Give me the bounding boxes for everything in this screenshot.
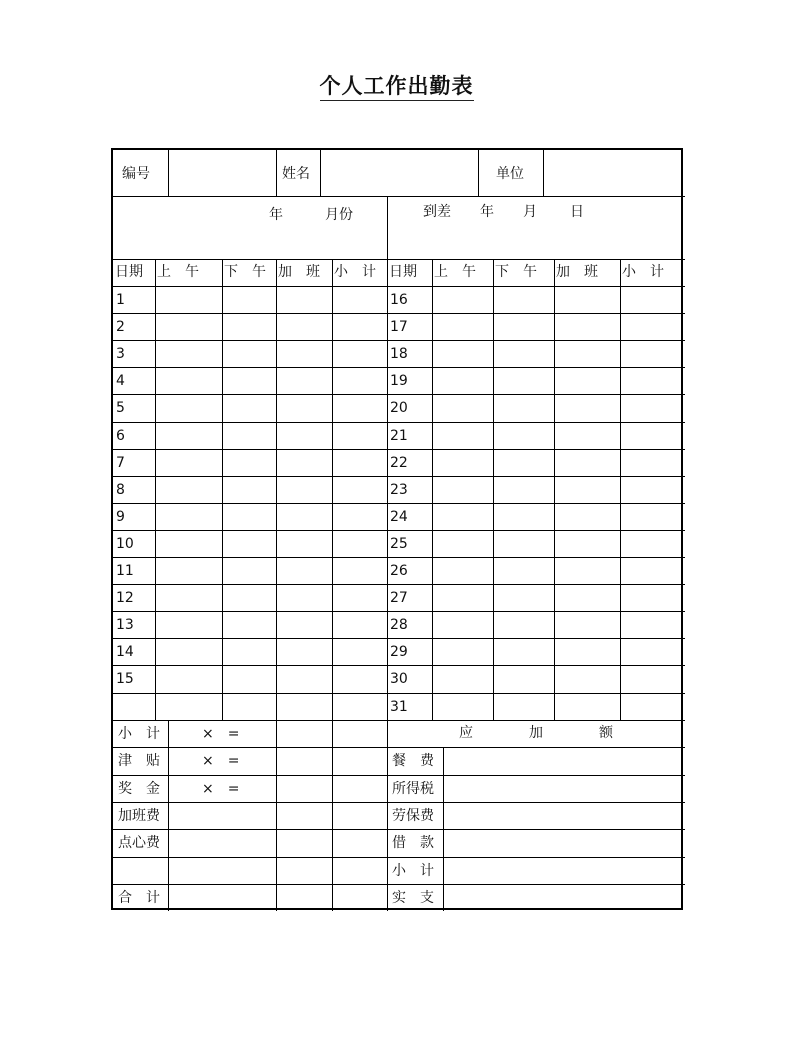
right-entry-cell[interactable] [621,314,685,340]
right-entry-cell[interactable] [555,395,620,422]
left-col-header-pm: 下 午 [224,264,266,280]
summary-left-value[interactable] [333,776,387,802]
left-col-header-overtime: 加 班 [278,264,320,280]
left-entry-cell[interactable] [156,585,222,611]
right-entry-cell[interactable] [621,694,685,720]
period-divider [387,196,388,259]
deduction-header: 应 加 额 [459,725,613,741]
summary-right-label: 所得税 [392,781,434,797]
header-divider [478,150,479,196]
arrival-label: 到差 [423,204,451,220]
right-entry-cell[interactable] [433,368,493,394]
summary-right-label: 实 支 [392,890,434,906]
left-entry-cell[interactable] [223,504,276,530]
left-entry-cell[interactable] [156,639,222,665]
right-entry-cell[interactable] [621,666,685,693]
left-entry-cell[interactable] [156,450,222,476]
right-entry-cell[interactable] [555,368,620,394]
arrival-day-label: 日 [570,204,584,220]
right-day-label: 26 [390,563,408,579]
left-entry-cell[interactable] [223,423,276,449]
left-entry-cell[interactable] [333,612,387,638]
right-day-label: 29 [390,644,408,660]
right-entry-cell[interactable] [433,531,493,557]
right-entry-cell[interactable] [433,450,493,476]
left-day-label: 11 [116,563,134,579]
right-entry-cell[interactable] [433,477,493,503]
summary-left-value[interactable] [277,748,332,775]
left-entry-cell[interactable] [223,450,276,476]
right-day-label: 28 [390,617,408,633]
right-entry-cell[interactable] [555,314,620,340]
name-field[interactable] [321,151,478,196]
left-entry-cell[interactable] [156,477,222,503]
left-day-label: 9 [116,509,125,525]
summary-formula: × = [202,726,240,742]
left-entry-cell[interactable] [333,639,387,665]
right-day-label: 27 [390,590,408,606]
right-entry-cell[interactable] [621,368,685,394]
right-entry-cell[interactable] [494,504,554,530]
left-entry-cell[interactable] [156,612,222,638]
left-day-label: 7 [116,455,125,471]
left-entry-cell[interactable] [156,341,222,367]
summary-left-value[interactable] [333,885,387,911]
right-entry-cell[interactable] [621,395,685,422]
summary-right-label: 劳保费 [392,808,434,824]
right-entry-cell[interactable] [555,477,620,503]
left-entry-cell[interactable] [156,666,222,693]
summary-left-value[interactable] [277,885,332,911]
right-col-header-pm: 下 午 [495,264,537,280]
left-entry-cell[interactable] [223,612,276,638]
left-entry-cell[interactable] [277,666,332,693]
left-entry-cell[interactable] [223,287,276,313]
left-entry-cell[interactable] [277,612,332,638]
summary-right-value[interactable] [444,803,685,829]
right-entry-cell[interactable] [494,639,554,665]
right-entry-cell[interactable] [433,558,493,584]
left-entry-cell[interactable] [333,395,387,422]
right-entry-cell[interactable] [621,558,685,584]
right-entry-cell[interactable] [494,287,554,313]
period-bottom-line [113,259,685,260]
right-entry-cell[interactable] [555,694,620,720]
left-col-header-am: 上 午 [157,264,199,280]
left-day-label: 8 [116,482,125,498]
right-entry-cell[interactable] [555,612,620,638]
left-entry-cell[interactable] [333,368,387,394]
summary-right-value[interactable] [444,885,685,911]
left-day-label: 14 [116,644,134,660]
right-day-label: 24 [390,509,408,525]
left-entry-cell[interactable] [156,504,222,530]
left-entry-cell[interactable] [277,477,332,503]
right-entry-cell[interactable] [621,477,685,503]
left-entry-cell[interactable] [156,368,222,394]
right-entry-cell[interactable] [494,694,554,720]
left-entry-cell[interactable] [223,639,276,665]
summary-right-label: 借 款 [392,835,434,851]
right-entry-cell[interactable] [555,585,620,611]
summary-right-value[interactable] [444,830,685,857]
right-entry-cell[interactable] [621,612,685,638]
left-entry-cell[interactable] [223,558,276,584]
left-entry-cell[interactable] [333,477,387,503]
summary-right-value[interactable] [444,858,685,884]
left-entry-cell[interactable] [333,287,387,313]
right-entry-cell[interactable] [621,423,685,449]
left-entry-cell[interactable] [156,531,222,557]
left-entry-cell[interactable] [277,395,332,422]
number-label: 编号 [122,166,150,182]
number-field[interactable] [169,151,276,196]
left-entry-cell[interactable] [333,558,387,584]
right-entry-cell[interactable] [621,504,685,530]
left-day-label: 3 [116,346,125,362]
right-col-header-am: 上 午 [434,264,476,280]
left-entry-cell[interactable] [223,395,276,422]
right-entry-cell[interactable] [621,639,685,665]
right-entry-cell[interactable] [555,504,620,530]
right-entry-cell[interactable] [555,423,620,449]
summary-left-value[interactable] [333,858,387,884]
left-entry-cell[interactable] [223,314,276,340]
left-entry-cell[interactable] [277,531,332,557]
left-entry-cell[interactable] [223,694,276,720]
right-entry-cell[interactable] [433,585,493,611]
summary-left-label: 点心费 [118,835,160,851]
page-title: 个人工作出勤表 [0,70,793,100]
right-entry-cell[interactable] [433,694,493,720]
left-day-label: 10 [116,536,134,552]
right-entry-cell[interactable] [621,287,685,313]
summary-formula: × = [202,753,240,769]
summary-divider [168,720,169,911]
left-entry-cell[interactable] [156,314,222,340]
right-entry-cell[interactable] [555,341,620,367]
left-entry-cell[interactable] [223,477,276,503]
year-label: 年 [269,207,283,223]
left-entry-cell[interactable] [277,368,332,394]
summary-left-value[interactable] [277,721,332,747]
right-entry-cell[interactable] [494,341,554,367]
left-day-label: 5 [116,400,125,416]
summary-left-label: 加班费 [118,808,160,824]
right-entry-cell[interactable] [433,639,493,665]
right-col-header-date: 日期 [389,264,417,280]
left-entry-cell[interactable] [277,694,332,720]
left-entry-cell[interactable] [277,423,332,449]
right-entry-cell[interactable] [494,314,554,340]
left-day-label: 2 [116,319,125,335]
summary-right-value[interactable] [444,748,685,775]
left-entry-cell[interactable] [223,585,276,611]
column-divider [387,259,388,720]
right-entry-cell[interactable] [494,423,554,449]
right-entry-cell[interactable] [433,287,493,313]
right-entry-cell[interactable] [555,558,620,584]
left-day-label: 6 [116,428,125,444]
right-entry-cell[interactable] [494,612,554,638]
left-day-label: 1 [116,292,125,308]
left-entry-cell[interactable] [277,287,332,313]
right-entry-cell[interactable] [494,368,554,394]
right-day-label: 17 [390,319,408,335]
right-day-label: 21 [390,428,408,444]
summary-left-label: 合 计 [118,890,160,906]
left-entry-cell[interactable] [223,368,276,394]
summary-left-label: 奖 金 [118,781,160,797]
right-entry-cell[interactable] [433,423,493,449]
left-entry-cell[interactable] [333,694,387,720]
summary-left-value[interactable] [277,803,332,829]
left-entry-cell[interactable] [156,287,222,313]
right-entry-cell[interactable] [433,504,493,530]
right-day-label: 22 [390,455,408,471]
right-entry-cell[interactable] [494,395,554,422]
right-day-label: 16 [390,292,408,308]
summary-left-value[interactable] [333,748,387,775]
right-entry-cell[interactable] [494,585,554,611]
right-day-label: 18 [390,346,408,362]
summary-left-value[interactable] [277,858,332,884]
left-entry-cell[interactable] [333,666,387,693]
left-day-label: 13 [116,617,134,633]
name-label: 姓名 [282,166,310,182]
attendance-form [111,148,683,910]
right-day-label: 30 [390,671,408,687]
left-entry-cell[interactable] [223,531,276,557]
right-entry-cell[interactable] [494,666,554,693]
summary-right-label: 餐 费 [392,753,434,769]
summary-right-label: 小 计 [392,863,434,879]
left-entry-cell[interactable] [156,395,222,422]
summary-divider [387,720,388,911]
summary-left-value[interactable] [277,830,332,857]
right-day-label: 20 [390,400,408,416]
right-entry-cell[interactable] [555,287,620,313]
header-divider [276,150,277,196]
right-entry-cell[interactable] [433,314,493,340]
right-entry-cell[interactable] [555,666,620,693]
right-entry-cell[interactable] [555,450,620,476]
left-entry-cell[interactable] [333,504,387,530]
left-entry-cell[interactable] [277,450,332,476]
arrival-year-label: 年 [480,204,494,220]
summary-left-label: 小 计 [118,726,160,742]
summary-left-value[interactable] [277,776,332,802]
left-col-header-date: 日期 [115,264,143,280]
left-entry-cell[interactable] [277,341,332,367]
right-day-label: 19 [390,373,408,389]
left-day-label: 4 [116,373,125,389]
grid-bottom-line [113,720,685,721]
right-entry-cell[interactable] [433,612,493,638]
right-entry-cell[interactable] [494,477,554,503]
unit-label: 单位 [496,166,524,182]
right-day-label: 31 [390,699,408,715]
right-entry-cell[interactable] [621,341,685,367]
left-entry-cell[interactable] [333,314,387,340]
left-entry-cell[interactable] [277,314,332,340]
left-entry-cell[interactable] [333,531,387,557]
unit-field[interactable] [544,151,685,196]
left-entry-cell[interactable] [333,341,387,367]
right-entry-cell[interactable] [494,558,554,584]
left-entry-cell[interactable] [156,694,222,720]
right-entry-cell[interactable] [433,666,493,693]
right-entry-cell[interactable] [494,450,554,476]
left-entry-cell[interactable] [333,585,387,611]
right-entry-cell[interactable] [621,585,685,611]
right-day-label: 23 [390,482,408,498]
left-entry-cell[interactable] [277,639,332,665]
left-day-label: 15 [116,671,134,687]
header-bottom-line [113,196,685,197]
right-col-header-overtime: 加 班 [556,264,598,280]
left-entry-cell[interactable] [277,585,332,611]
left-entry-cell[interactable] [223,666,276,693]
arrival-month-label: 月 [523,204,537,220]
right-entry-cell[interactable] [621,531,685,557]
left-entry-cell[interactable] [156,558,222,584]
right-entry-cell[interactable] [433,395,493,422]
summary-left-value[interactable] [333,830,387,857]
left-entry-cell[interactable] [277,558,332,584]
left-entry-cell[interactable] [223,341,276,367]
right-entry-cell[interactable] [555,639,620,665]
right-day-label: 25 [390,536,408,552]
left-day-label: 12 [116,590,134,606]
right-entry-cell[interactable] [621,450,685,476]
right-entry-cell[interactable] [555,531,620,557]
left-entry-cell[interactable] [333,450,387,476]
summary-formula: × = [202,781,240,797]
summary-left-value[interactable] [333,803,387,829]
summary-left-label: 津 贴 [118,753,160,769]
left-entry-cell[interactable] [277,504,332,530]
left-col-header-subtotal: 小 计 [334,264,376,280]
right-col-header-subtotal: 小 计 [622,264,664,280]
right-entry-cell[interactable] [494,531,554,557]
summary-right-value[interactable] [444,776,685,802]
left-entry-cell[interactable] [333,423,387,449]
left-entry-cell[interactable] [156,423,222,449]
right-entry-cell[interactable] [433,341,493,367]
summary-left-value[interactable] [333,721,387,747]
month-label: 月份 [325,207,353,223]
